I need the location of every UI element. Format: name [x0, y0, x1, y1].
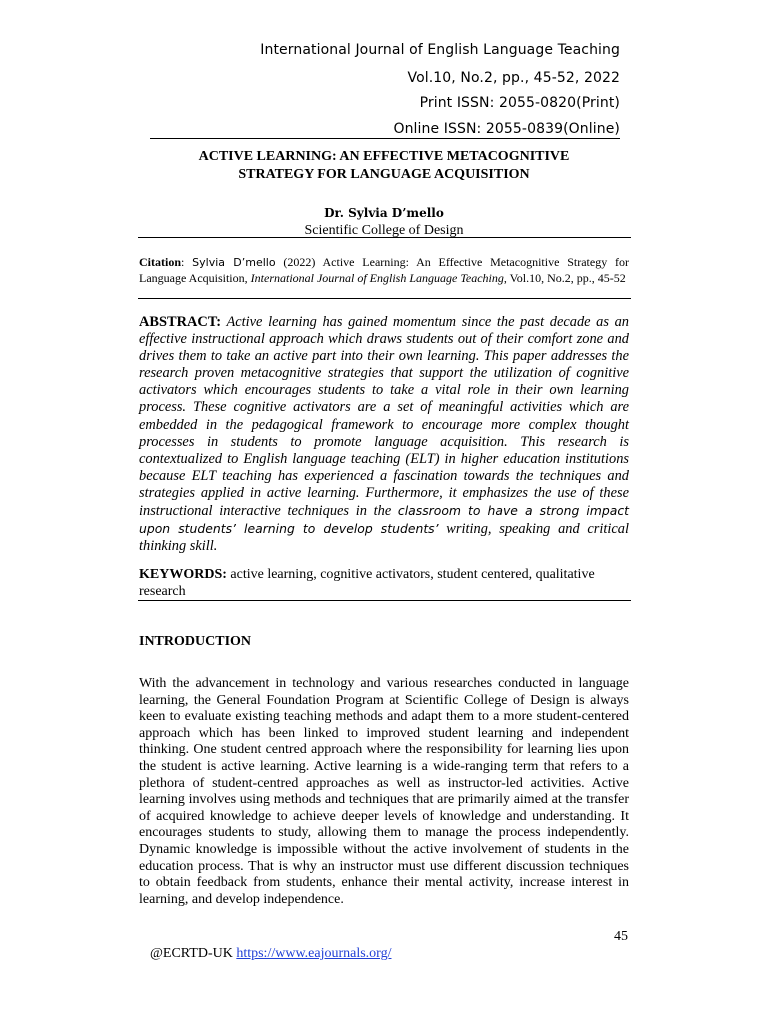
citation-block: Citation: Sylvia D’mello (2022) Active Learning: An Effective Metacognitive Strategy for Language Acquisition, International Journal of English Language Teaching, Vol.10, No.2, pp., 45-52: [139, 255, 629, 285]
paper-title: [139, 148, 629, 184]
header-divider: [150, 138, 620, 139]
keywords: [139, 566, 629, 600]
author-name: Dr. Sylvia D’mello: [324, 206, 444, 220]
citation-journal: International Journal of English Language Teaching: [250, 270, 504, 285]
introduction-paragraph: With the advancement in technology and various researches conducted in language learning, the General Foundation Program at Scientific College of Design is always keen to evaluate existing teaching methods and adapt them to a more student-centered approach which has been linked to improved student learning and independent thinking. One student centred approach where the responsibility for learning lies upon the student is active learning. Active learning is a wide-ranging term that refers to a plethora of student-centred approaches as well as instructor-led activities. Active learning involves using methods and techniques that are primarily aimed at the transfer of acquired knowledge to achieve deeper levels of knowledge and understanding. It encourages students to study, allowing them to manage the process independently. Dynamic knowledge is impossible without the active involvement of students in the education process. That is why an instructor must use different discussion techniques to obtain feedback from students, enhance their mental activity, increase interest in learning, and develop independence.: [139, 676, 629, 907]
citation-label: Citation: [139, 255, 181, 269]
citation-author: Sylvia D’mello: [192, 256, 276, 269]
abstract-label: ABSTRACT:: [139, 314, 222, 330]
abstract: [139, 314, 629, 555]
journal-name: International Journal of English Language Teaching: [260, 42, 620, 58]
keywords-text: active learning, cognitive activators, student centered, qualitative research: [139, 567, 595, 599]
volume-info: Vol.10, No.2, pp., 45-52, 2022: [407, 70, 620, 86]
citation-details: , Vol.10, No.2, pp., 45-52: [503, 270, 626, 285]
author-affiliation: Scientific College of Design: [304, 223, 464, 238]
print-issn: Print ISSN: 2055-0820(Print): [419, 95, 620, 111]
footer-link[interactable]: https://www.eajournals.org/: [236, 946, 392, 961]
abstract-text-tail: classroom to have a strong impact upon students’ learning to develop students’: [139, 503, 630, 537]
citation-top-rule: [138, 237, 631, 238]
title-line-2: STRATEGY FOR LANGUAGE ACQUISITION: [238, 167, 530, 182]
keywords-label: KEYWORDS:: [139, 567, 227, 582]
title-line-1: ACTIVE LEARNING: AN EFFECTIVE METACOGNITIVE: [198, 149, 570, 164]
keywords-rule: [138, 600, 631, 601]
author-block: [139, 205, 629, 239]
page-number: 45: [614, 929, 628, 944]
citation-text: (2022) Active Learning: An Effective Metacognitive Strategy for Language Acquisition,: [139, 255, 629, 285]
abstract-text: Active learning has gained momentum since the past decade as an effective instructional approach which draws students out of their comfort zone and drives them to take an active part into their own learning. This paper addresses the research proven metacognitive strategies that support the utilization of cognitive activators which encourages students to take a vital role in their own learning process. These cognitive activators are a set of meaningful activities which are embedded in the pedagogical framework to encourage more complex thought processes in students to promote language acquisition. This research is contextualized to English language teaching (ELT) in higher education institutions because ELT teaching has experienced a fascination towards the techniques and strategies applied in active learning. Furthermore, it emphasizes the use of these instructional interactive techniques in the: [139, 314, 629, 520]
citation-bottom-rule: [138, 298, 631, 299]
section-heading: INTRODUCTION: [139, 634, 252, 649]
online-issn: Online ISSN: 2055-0839(Online): [393, 121, 620, 137]
footer-copyright: @ECRTD-UK: [150, 946, 237, 961]
footer: [150, 946, 391, 962]
abstract-text-end: writing, speaking and critical thinking skill.: [139, 521, 629, 555]
